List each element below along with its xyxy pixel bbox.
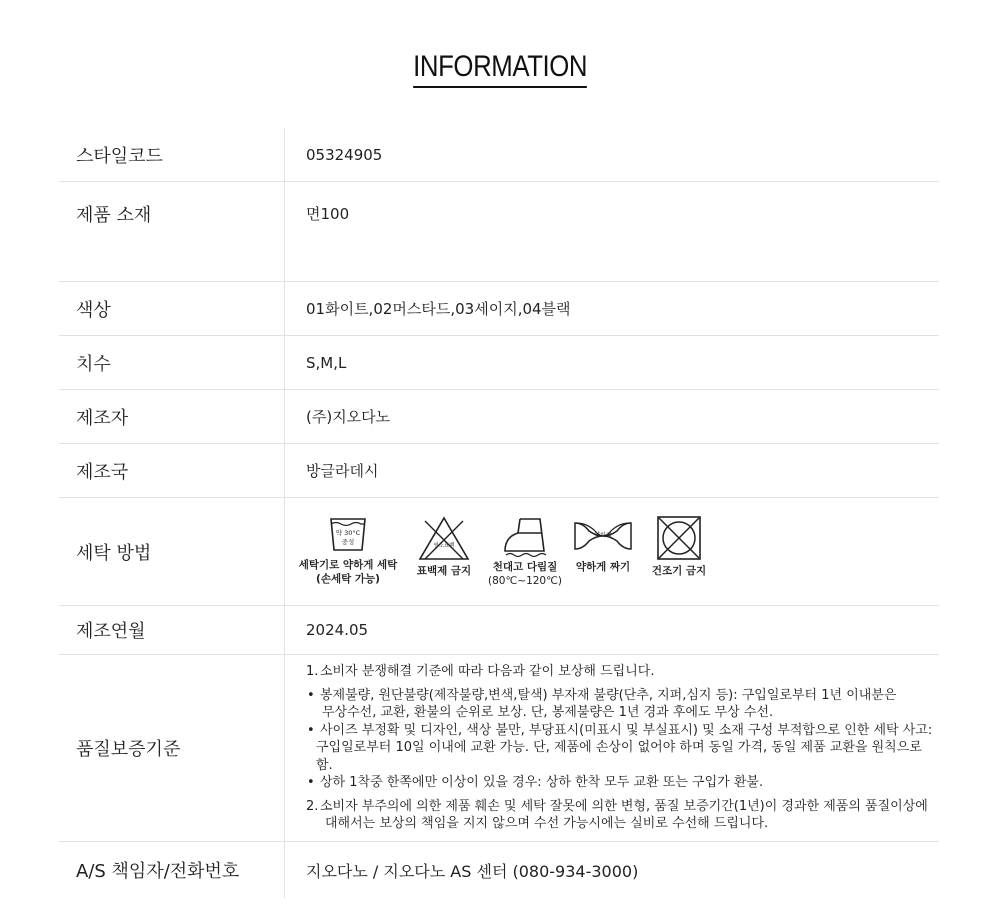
row-label: 스타일코드 — [59, 128, 285, 182]
row-label: 색상 — [59, 282, 285, 336]
quality-bullet — [306, 722, 939, 775]
care-icons — [298, 515, 939, 588]
quality-item-number: 1. — [306, 664, 319, 680]
care-caption-sub: (80℃~120℃) — [488, 575, 562, 587]
care-item-machine-wash — [298, 515, 398, 586]
care-caption: 천대고 다림질 — [492, 561, 558, 573]
row-value: 05324905 — [285, 128, 940, 182]
row-value: 2024.05 — [285, 606, 940, 655]
row-style-code — [59, 128, 939, 182]
title-area — [0, 50, 1000, 88]
row-label: 세탁 방법 — [59, 498, 285, 606]
row-label: 제조연월 — [59, 606, 285, 655]
row-washing — [59, 498, 939, 606]
bleach-inner-text: 염소표백 — [433, 543, 455, 549]
wring-icon — [573, 515, 633, 555]
quality-item-text: 소비자 부주의에 의한 제품 훼손 및 세탁 잘못에 의한 변형, 품질 보증기간(1년)이 경과한 제품의 품질이상에 — [320, 798, 928, 814]
care-caption: 세탁기로 약하게 세탁 — [298, 559, 398, 571]
care-item-no-bleach — [414, 515, 474, 578]
no-tumble-dry-icon — [656, 515, 702, 561]
iron-icon — [502, 515, 548, 559]
row-value: 방글라데시 — [285, 444, 940, 498]
care-caption: 약하게 짜기 — [575, 561, 631, 573]
row-label: 제품 소재 — [59, 182, 285, 282]
row-manufacturer — [59, 390, 939, 444]
row-value: (주)지오다노 — [285, 390, 940, 444]
row-value: 면100 — [285, 182, 940, 282]
quality-bullets — [306, 687, 939, 792]
row-value: S,M,L — [285, 336, 940, 390]
care-caption-sub: (손세탁 가능) — [316, 573, 380, 585]
row-size — [59, 336, 939, 390]
care-item-wring — [572, 515, 634, 574]
row-value — [285, 498, 940, 606]
page-title: INFORMATION — [413, 50, 587, 88]
bullet-line: 상하 1착중 한쪽에만 이상이 있을 경우: 상하 한착 모두 교환 또는 구입가 환불. — [320, 775, 764, 791]
bullet-line: 무상수선, 교환, 환불의 순위로 보상. 단, 봉제불량은 1년 경과 후에도 무상 수선. — [322, 705, 774, 721]
quality-item-text: 소비자 분쟁해결 기준에 따라 다음과 같이 보상해 드립니다. — [320, 664, 655, 680]
care-item-no-tumble-dry — [648, 515, 710, 578]
row-value: 01화이트,02머스타드,03세이지,04블랙 — [285, 282, 940, 336]
row-label: 제조국 — [59, 444, 285, 498]
no-bleach-icon — [417, 515, 471, 563]
quality-item-number: 2. — [306, 798, 319, 814]
care-caption: 건조기 금지 — [651, 565, 707, 577]
row-label: A/S 책임자/전화번호 — [59, 842, 285, 899]
row-material — [59, 182, 939, 282]
row-label: 품질보증기준 — [59, 655, 285, 842]
bullet-line: 사이즈 부정확 및 디자인, 색상 불만, 부당표시(미표시 및 부실표시) 및 소재 구성 부적합으로 인한 세탁 사고: — [320, 722, 933, 738]
care-item-iron — [490, 515, 560, 588]
wash-tub-icon — [328, 515, 368, 553]
quality-bullet — [306, 774, 939, 792]
row-value: 지오다노 / 지오다노 AS 센터 (080-934-3000) — [306, 861, 639, 881]
row-label: 제조자 — [59, 390, 285, 444]
wash-temp-text: 약 30°C — [335, 529, 361, 537]
row-value — [285, 655, 940, 842]
row-country — [59, 444, 939, 498]
bullet-line: 봉제불량, 원단불량(제작불량,변색,탈색) 부자재 불량(단추, 지퍼,심지 등): 구입일로부터 1년 이내분은 — [320, 687, 897, 703]
quality-bullet — [306, 687, 939, 722]
information-table — [59, 128, 939, 898]
bullet-line: 구입일로부터 10일 이내에 교환 가능. 단, 제품에 손상이 없어야 하며 동일 가격, 동일 제품 교환을 원칙으로 함. — [316, 740, 922, 773]
row-label: 치수 — [59, 336, 285, 390]
row-after-service — [59, 842, 939, 899]
row-manufacture-date — [59, 606, 939, 655]
quality-text — [306, 663, 939, 833]
row-quality-standard — [59, 655, 939, 842]
wash-detergent-text: 중성 — [341, 538, 355, 546]
quality-item-text: 대해서는 보상의 책임을 지지 않으며 수선 가능시에는 실비로 수선해 드립니다. — [325, 816, 769, 832]
row-color — [59, 282, 939, 336]
wring-inner-text: 약하게 — [594, 532, 612, 539]
care-caption: 표백제 금지 — [416, 565, 472, 577]
quality-item-1 — [306, 663, 939, 681]
quality-item-2 — [306, 798, 939, 833]
